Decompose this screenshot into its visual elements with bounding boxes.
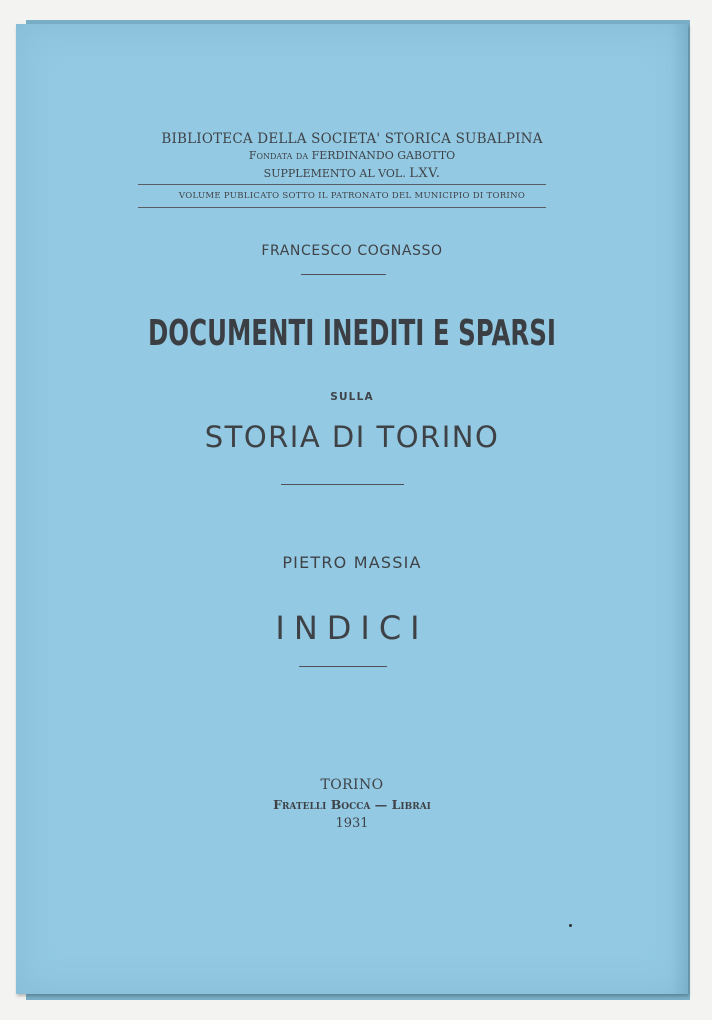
subtitle: STORIA DI TORINO	[204, 420, 500, 454]
section-title: INDICI	[275, 609, 429, 647]
patronage-line: VOLUME PUBLICATO SOTTO IL PATRONATO DEL MUNICIPIO DI TORINO	[178, 191, 526, 201]
supplement-line	[16, 166, 688, 181]
first-author: FRANCESCO COGNASSO	[261, 243, 443, 259]
paper-speck	[569, 924, 572, 927]
publication-city: TORINO	[320, 777, 384, 793]
founder-line: Fondata da FERDINANDO GABOTTO	[248, 149, 456, 162]
supplement-volume: LXV.	[409, 166, 441, 181]
bottom-rule	[138, 207, 546, 208]
main-title: DOCUMENTI INEDITI E SPARSI	[147, 313, 557, 354]
subtitle-divider	[281, 484, 404, 485]
publication-year: 1931	[335, 816, 369, 831]
top-rule	[138, 184, 546, 185]
second-author: PIETRO MASSIA	[282, 553, 422, 572]
series-title: BIBLIOTECA DELLA SOCIETA' STORICA SUBALPINA	[161, 131, 543, 147]
section-divider	[299, 666, 387, 667]
author-divider	[301, 274, 386, 275]
title-connector: SULLA	[330, 391, 374, 403]
supplement-prefix: SUPPLEMENTO AL VOL.	[263, 167, 406, 180]
publisher: Fratelli Bocca — Librai	[273, 797, 431, 812]
book-cover	[16, 24, 688, 994]
